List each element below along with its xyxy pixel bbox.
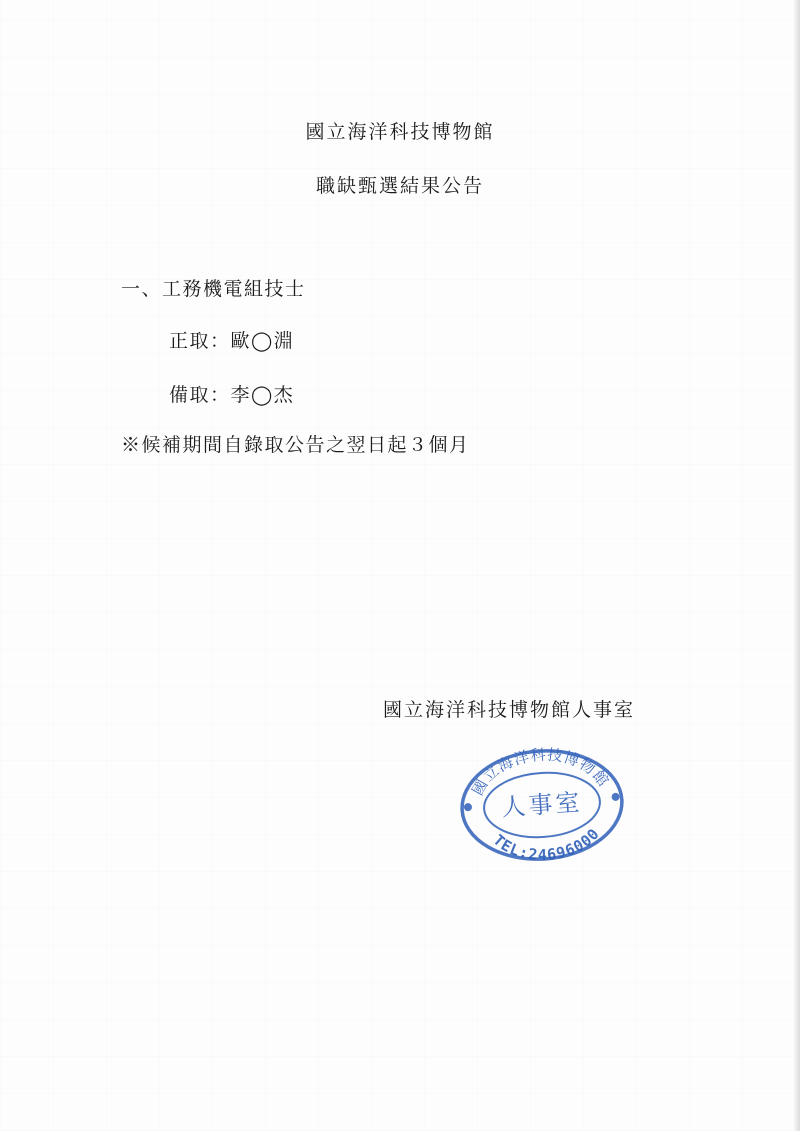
primary-name: 歐◯淵 — [230, 330, 295, 352]
notice-title: 職缺甄選結果公告 — [315, 175, 484, 197]
stamp-tel-text: TEL:24696000 — [489, 824, 604, 864]
primary-admission-row — [169, 326, 294, 353]
waitlist-note: ※候補期間自錄取公告之翌日起３個月 — [121, 434, 470, 456]
org-title: 國立海洋科技博物館 — [305, 121, 495, 143]
backup-admission-row — [169, 380, 294, 407]
issuing-office: 國立海洋科技博物館人事室 — [383, 699, 636, 721]
stamp-ring-text: 國立海洋科技博物館 — [468, 745, 613, 799]
backup-label: 備取： — [169, 384, 231, 406]
section-heading: 一、工務機電組技士 — [121, 278, 306, 300]
office-seal-stamp — [456, 744, 628, 866]
primary-label: 正取： — [169, 330, 231, 352]
scan-edge — [794, 0, 800, 1131]
backup-name: 李◯杰 — [230, 384, 295, 406]
stamp-center-text: 人事室 — [500, 788, 584, 822]
